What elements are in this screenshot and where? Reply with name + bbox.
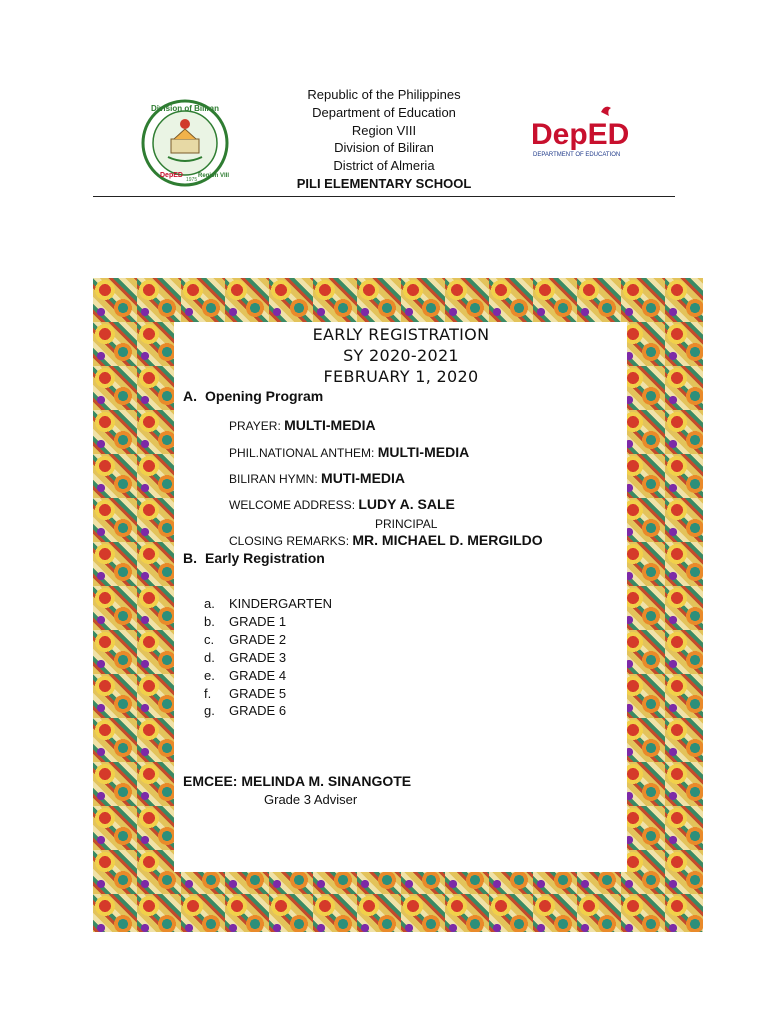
emcee-role: Grade 3 Adviser	[264, 792, 358, 807]
program-item	[229, 470, 405, 486]
item-person: MR. MICHAEL D. MERGILDO	[352, 532, 543, 548]
program-item	[229, 532, 543, 548]
grade-label: KINDERGARTEN	[229, 596, 333, 611]
seal-year-text: 1975	[186, 177, 198, 183]
section-b-heading	[183, 550, 325, 566]
list-marker: e.	[204, 667, 215, 683]
section-label: Opening Program	[205, 388, 324, 404]
item-person: LUDY A. SALE	[358, 496, 455, 512]
list-item	[204, 631, 332, 649]
item-role: PRAYER:	[229, 419, 281, 433]
letterhead-line: Republic of the Philippines	[307, 87, 461, 102]
grade-label: GRADE 1	[229, 613, 287, 629]
letterhead-line: District of Almeria	[333, 158, 435, 174]
emcee-name: EMCEE: MELINDA M. SINANGOTE	[183, 773, 412, 789]
title-line: SY 2020-2021	[343, 346, 459, 365]
item-role: BILIRAN HYMN:	[229, 472, 318, 486]
item-person: MULTI-MEDIA	[284, 417, 376, 433]
letterhead-line: Region VIII	[351, 122, 417, 138]
list-marker: b.	[204, 613, 215, 629]
section-letter: B.	[183, 550, 197, 566]
grade-label: GRADE 5	[229, 685, 287, 701]
letterhead-text	[234, 86, 534, 193]
list-marker: c.	[204, 631, 215, 647]
list-marker: g.	[204, 703, 215, 719]
list-marker: f.	[204, 685, 212, 701]
grade-label: GRADE 3	[229, 649, 287, 665]
seal-ring-text: Division of Biliran	[150, 104, 220, 113]
grade-label: GRADE 6	[229, 703, 287, 719]
list-marker: d.	[204, 649, 215, 665]
deped-wordmark: DepED	[531, 118, 630, 151]
program-item	[229, 496, 455, 512]
header-divider	[93, 196, 675, 197]
item-role: WELCOME ADDRESS:	[229, 498, 356, 512]
deped-logo	[527, 104, 645, 164]
section-label: Early Registration	[205, 550, 325, 566]
list-item	[204, 595, 332, 613]
grade-list	[204, 595, 332, 720]
division-seal-logo	[138, 99, 232, 187]
list-item	[204, 667, 332, 685]
principal-title: PRINCIPAL	[375, 517, 438, 531]
grade-label: GRADE 4	[229, 667, 287, 683]
seal-deped-text: DepED	[160, 172, 183, 179]
list-item	[204, 685, 332, 703]
seal-region-text: Region VIII	[198, 173, 230, 179]
list-item	[204, 649, 332, 667]
item-role: PHIL.NATIONAL ANTHEM:	[229, 446, 375, 460]
program-item	[229, 444, 469, 460]
letterhead	[0, 0, 768, 200]
deped-caption: DEPARTMENT OF EDUCATION	[533, 152, 621, 158]
list-item	[204, 613, 332, 631]
item-person: MULTI-MEDIA	[377, 444, 470, 460]
letterhead-line: Division of Biliran	[334, 140, 434, 156]
list-marker: a.	[204, 596, 215, 611]
section-a-heading	[183, 388, 323, 404]
list-item	[204, 702, 332, 720]
title-line: FEBRUARY 1, 2020	[323, 367, 479, 386]
section-letter: A.	[183, 388, 197, 404]
grade-label: GRADE 2	[229, 631, 287, 647]
item-person: MUTI-MEDIA	[321, 470, 406, 486]
program-title	[151, 324, 651, 387]
school-name: PILI ELEMENTARY SCHOOL	[296, 175, 472, 191]
program-item	[229, 417, 376, 433]
letterhead-line: Department of Education	[312, 104, 456, 120]
title-line: EARLY REGISTRATION	[312, 325, 490, 344]
item-role: CLOSING REMARKS:	[229, 534, 350, 548]
